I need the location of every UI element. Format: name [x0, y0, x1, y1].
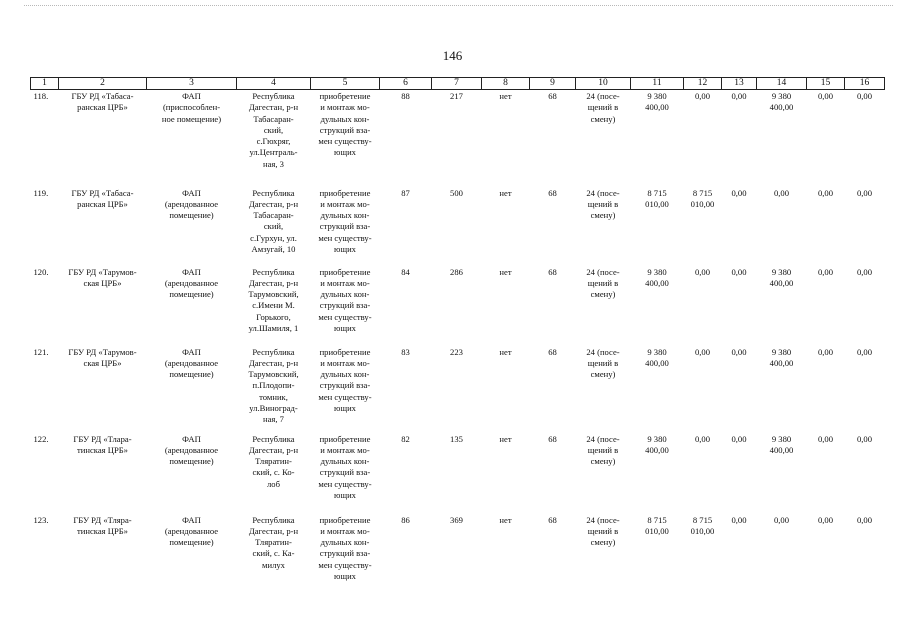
- cell-c9: 68: [548, 91, 557, 101]
- column-number-9: 9: [530, 78, 576, 90]
- cell-org: ГБУ РД «Тарумов- ская ЦРБ»: [68, 346, 137, 368]
- cell-c11: 9 380 400,00: [645, 266, 669, 288]
- table-row: [31, 434, 885, 515]
- cell-c10: 24 (посе- щений в смену): [586, 433, 620, 467]
- cell-work: приобретение и монтаж мо- дульных кон- струкций вза- мен существу- ющих: [318, 91, 372, 158]
- cell-org: ГБУ РД «Тарумов- ская ЦРБ»: [68, 266, 137, 288]
- table-row: [31, 347, 885, 434]
- cell-c12: 0,00: [694, 91, 711, 101]
- cell-num: 123.: [33, 514, 49, 525]
- cell-address: Республика Дагестан, р-н Тляратин- ский, с. Ко- лоб: [248, 433, 299, 489]
- cell-work: приобретение и монтаж мо- дульных кон- струкций вза- мен существу- ющих: [318, 514, 372, 581]
- cell-num: 118.: [33, 91, 49, 101]
- cell-type: ФАП (арендованное помещение): [164, 346, 219, 380]
- cell-c6: 88: [401, 91, 410, 101]
- cell-work: приобретение и монтаж мо- дульных кон- струкций вза- мен существу- ющих: [318, 187, 372, 254]
- cell-c14: 9 380 400,00: [769, 346, 794, 368]
- cell-c7: 223: [450, 346, 463, 357]
- column-number-11: 11: [631, 78, 684, 90]
- cell-c8: нет: [499, 346, 512, 357]
- cell-c12: 8 715 010,00: [690, 187, 715, 209]
- page-number: 146: [442, 48, 463, 63]
- cell-c12: 0,00: [694, 266, 711, 277]
- cell-c7: 369: [450, 514, 463, 525]
- cell-c8: нет: [499, 433, 512, 444]
- cell-c14: 0,00: [773, 514, 790, 525]
- table-row: [31, 90, 885, 188]
- cell-num: 121.: [33, 346, 49, 357]
- cell-c8: нет: [499, 91, 512, 101]
- cell-c9: 68: [548, 187, 557, 198]
- cell-c9: 68: [548, 266, 557, 277]
- cell-c10: 24 (посе- щений в смену): [586, 514, 620, 548]
- cell-c10: 24 (посе- щений в смену): [586, 266, 620, 300]
- cell-c7: 286: [450, 266, 463, 277]
- cell-c13: 0,00: [731, 91, 747, 101]
- cell-c13: 0,00: [731, 433, 747, 444]
- column-number-3: 3: [147, 78, 237, 90]
- cell-c13: 0,00: [731, 514, 747, 525]
- cell-type: ФАП (арендованное помещение): [164, 514, 219, 548]
- cell-type: ФАП (приспособлен- ное помещение): [161, 91, 222, 124]
- cell-c8: нет: [499, 187, 512, 198]
- cell-c16: 0,00: [856, 514, 873, 525]
- cell-c11: 9 380 400,00: [645, 91, 669, 113]
- column-number-10: 10: [576, 78, 631, 90]
- cell-num: 119.: [33, 187, 49, 198]
- cell-c10: 24 (посе- щений в смену): [586, 91, 620, 124]
- table-row: [31, 188, 885, 267]
- cell-c6: 87: [401, 187, 410, 198]
- cell-c11: 9 380 400,00: [645, 433, 669, 455]
- cell-c15: 0,00: [817, 91, 834, 101]
- cell-c15: 0,00: [817, 187, 834, 198]
- cell-c12: 0,00: [694, 346, 711, 357]
- cell-work: приобретение и монтаж мо- дульных кон- струкций вза- мен существу- ющих: [318, 346, 372, 413]
- cell-c7: 217: [450, 91, 463, 101]
- cell-address: Республика Дагестан, р-н Тарумовский, п.Плодопи- томник, ул.Виноград- ная, 7: [248, 346, 299, 425]
- cell-c11: 8 715 010,00: [645, 514, 669, 536]
- cell-c14: 9 380 400,00: [769, 433, 794, 455]
- cell-c12: 0,00: [694, 433, 711, 444]
- cell-org: ГБУ РД «Тлара- тинская ЦРБ»: [73, 433, 132, 455]
- cell-c16: 0,00: [856, 266, 873, 277]
- cell-org: ГБУ РД «Табаса- ранская ЦРБ»: [71, 187, 134, 209]
- scan-top-rule: [24, 5, 893, 6]
- column-number-4: 4: [237, 78, 311, 90]
- cell-num: 122.: [33, 433, 49, 444]
- cell-c11: 8 715 010,00: [645, 187, 669, 209]
- cell-c10: 24 (посе- щений в смену): [586, 346, 620, 380]
- column-number-13: 13: [722, 78, 757, 90]
- column-number-2: 2: [59, 78, 147, 90]
- cell-c6: 86: [401, 514, 410, 525]
- cell-type: ФАП (арендованное помещение): [164, 187, 219, 221]
- cell-c9: 68: [548, 514, 557, 525]
- cell-address: Республика Дагестан, р-н Табасаран- ский, с.Гюхряг, ул.Централь- ная, 3: [248, 91, 299, 169]
- column-number-7: 7: [432, 78, 482, 90]
- cell-c14: 9 380 400,00: [769, 266, 794, 288]
- cell-c10: 24 (посе- щений в смену): [586, 187, 620, 221]
- cell-c12: 8 715 010,00: [690, 514, 715, 536]
- column-number-5: 5: [311, 78, 380, 90]
- column-number-12: 12: [684, 78, 722, 90]
- cell-c11: 9 380 400,00: [645, 346, 669, 368]
- cell-c16: 0,00: [856, 433, 873, 444]
- cell-address: Республика Дагестан, р-н Тляратин- ский, с. Ка- милух: [248, 514, 299, 570]
- cell-c14: 9 380 400,00: [769, 91, 794, 113]
- column-number-16: 16: [845, 78, 885, 90]
- cell-c15: 0,00: [817, 514, 834, 525]
- cell-org: ГБУ РД «Тляра- тинская ЦРБ»: [73, 514, 132, 536]
- column-number-8: 8: [482, 78, 530, 90]
- cell-c13: 0,00: [731, 266, 747, 277]
- cell-type: ФАП (арендованное помещение): [164, 433, 219, 467]
- cell-c16: 0,00: [856, 346, 873, 357]
- cell-c13: 0,00: [731, 346, 747, 357]
- column-number-15: 15: [807, 78, 845, 90]
- column-number-row: [31, 78, 885, 90]
- cell-org: ГБУ РД «Табаса- ранская ЦРБ»: [71, 91, 134, 113]
- cell-c16: 0,00: [856, 91, 873, 101]
- cell-c7: 500: [450, 187, 463, 198]
- cell-type: ФАП (арендованное помещение): [164, 266, 219, 300]
- cell-address: Республика Дагестан, р-н Табасаран- ский, с.Гурхун, ул. Амзугай, 10: [248, 187, 299, 254]
- cell-c15: 0,00: [817, 433, 834, 444]
- cell-c8: нет: [499, 266, 512, 277]
- column-number-14: 14: [757, 78, 807, 90]
- table-row: [31, 515, 885, 605]
- column-number-6: 6: [380, 78, 432, 90]
- cell-c6: 84: [401, 266, 410, 277]
- cell-c13: 0,00: [731, 187, 747, 198]
- cell-c6: 82: [401, 433, 410, 444]
- data-table: [30, 77, 885, 605]
- cell-address: Республика Дагестан, р-н Тарумовский, с.Имени М. Горького, ул.Шамиля, 1: [248, 266, 299, 333]
- cell-c15: 0,00: [817, 346, 834, 357]
- table-body: [31, 90, 885, 605]
- cell-c9: 68: [548, 433, 557, 444]
- table-row: [31, 267, 885, 347]
- cell-c15: 0,00: [817, 266, 834, 277]
- cell-work: приобретение и монтаж мо- дульных кон- струкций вза- мен существу- ющих: [318, 433, 372, 500]
- cell-num: 120.: [33, 266, 49, 277]
- column-number-1: 1: [31, 78, 59, 90]
- cell-c16: 0,00: [856, 187, 873, 198]
- cell-c6: 83: [401, 346, 410, 357]
- cell-c7: 135: [450, 433, 463, 444]
- cell-c14: 0,00: [773, 187, 790, 198]
- cell-c8: нет: [499, 514, 512, 525]
- cell-work: приобретение и монтаж мо- дульных кон- струкций вза- мен существу- ющих: [318, 266, 372, 333]
- cell-c9: 68: [548, 346, 557, 357]
